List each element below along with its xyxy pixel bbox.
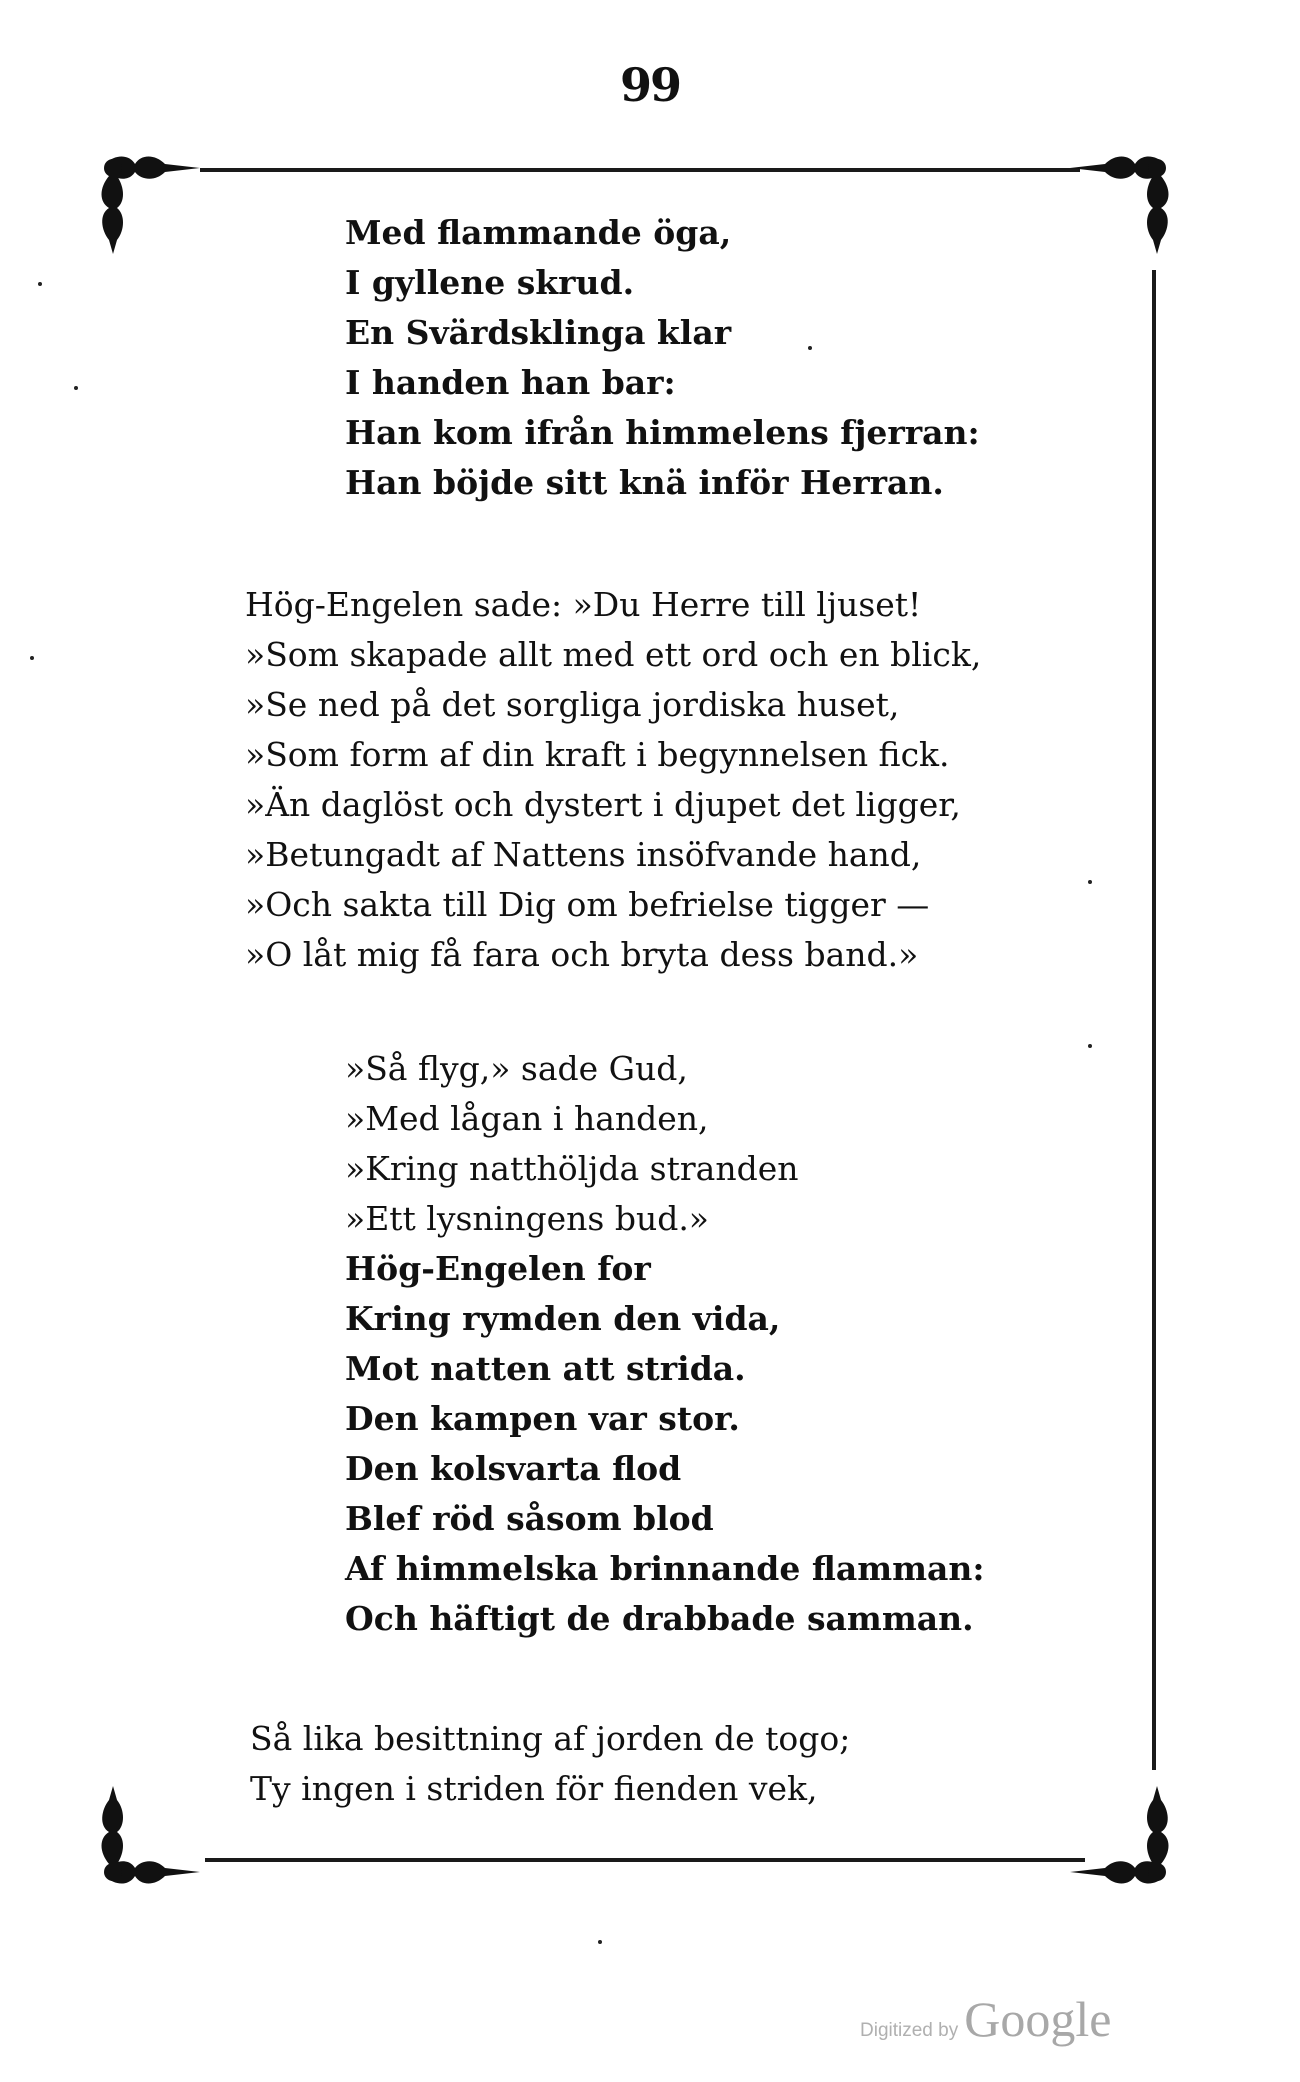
google-logo: Google bbox=[964, 1991, 1112, 2047]
frame-right-rule bbox=[1152, 270, 1156, 1770]
poem-line: Han böjde sitt knä inför Herran. bbox=[345, 463, 944, 502]
poem-line: »Ett lysningens bud.» bbox=[345, 1199, 709, 1238]
stanza-1 bbox=[345, 208, 980, 508]
poem-line: Med flammande öga, bbox=[345, 213, 732, 252]
poem-line: »Se ned på det sorgliga jordiska huset, bbox=[245, 685, 900, 724]
watermark-prefix: Digitized by bbox=[860, 2020, 959, 2041]
poem-line: »Kring natthöljda stranden bbox=[345, 1149, 799, 1188]
poem-line: »Betungadt af Nattens insöfvande hand, bbox=[245, 835, 922, 874]
poem-line: »Än daglöst och dystert i djupet det ligger, bbox=[245, 785, 961, 824]
frame-bottom-rule bbox=[205, 1858, 1085, 1862]
digitized-by-google-watermark bbox=[860, 1990, 1160, 2050]
scan-speck bbox=[74, 386, 78, 390]
poem-line: Mot natten att strida. bbox=[345, 1349, 746, 1388]
poem-line: I gyllene skrud. bbox=[345, 263, 635, 302]
poem-line: Blef röd såsom blod bbox=[345, 1499, 714, 1538]
poem-line: I handen han bar: bbox=[345, 363, 676, 402]
scan-speck bbox=[598, 1940, 602, 1944]
poem-line: »Så flyg,» sade Gud, bbox=[345, 1049, 688, 1088]
poem-line: »O låt mig få fara och bryta dess band.» bbox=[245, 935, 919, 974]
stanza-2 bbox=[245, 580, 981, 980]
poem-line: Och häftigt de drabbade samman. bbox=[345, 1599, 974, 1638]
poem-line: Hög-Engelen sade: »Du Herre till ljuset! bbox=[245, 585, 922, 624]
frame-top-rule bbox=[200, 168, 1080, 172]
poem-line: Så lika besittning af jorden de togo; bbox=[250, 1719, 851, 1758]
poem-line: En Svärdsklinga klar bbox=[345, 313, 732, 352]
floral-corner-ornament-icon bbox=[95, 1780, 205, 1890]
scan-speck bbox=[38, 282, 42, 286]
stanza-4 bbox=[250, 1714, 850, 1814]
poem-line: Den kolsvarta flod bbox=[345, 1449, 682, 1488]
poem-line: Kring rymden den vida, bbox=[345, 1299, 781, 1338]
poem-line: Hög-Engelen for bbox=[345, 1249, 651, 1288]
poem-line: »Med lågan i handen, bbox=[345, 1099, 709, 1138]
poem-line: Den kampen var stor. bbox=[345, 1399, 740, 1438]
scan-speck bbox=[808, 346, 812, 350]
scan-speck bbox=[1088, 880, 1092, 884]
poem-line: »Och sakta till Dig om befrielse tigger — bbox=[245, 885, 930, 924]
scan-speck bbox=[30, 656, 34, 660]
floral-corner-ornament-icon bbox=[1065, 150, 1175, 260]
stanza-3 bbox=[345, 1044, 985, 1644]
floral-corner-ornament-icon bbox=[1065, 1780, 1175, 1890]
scan-speck bbox=[1088, 1044, 1092, 1048]
poem-line: Ty ingen i striden för fienden vek, bbox=[250, 1769, 818, 1808]
poem-line: Han kom ifrån himmelens fjerran: bbox=[345, 413, 980, 452]
poem-line: Af himmelska brinnande flamman: bbox=[345, 1549, 985, 1588]
poem-line: »Som form af din kraft i begynnelsen fick. bbox=[245, 735, 950, 774]
poem-line: »Som skapade allt med ett ord och en blick, bbox=[245, 635, 982, 674]
page-number: 99 bbox=[619, 58, 680, 112]
floral-corner-ornament-icon bbox=[95, 150, 205, 260]
